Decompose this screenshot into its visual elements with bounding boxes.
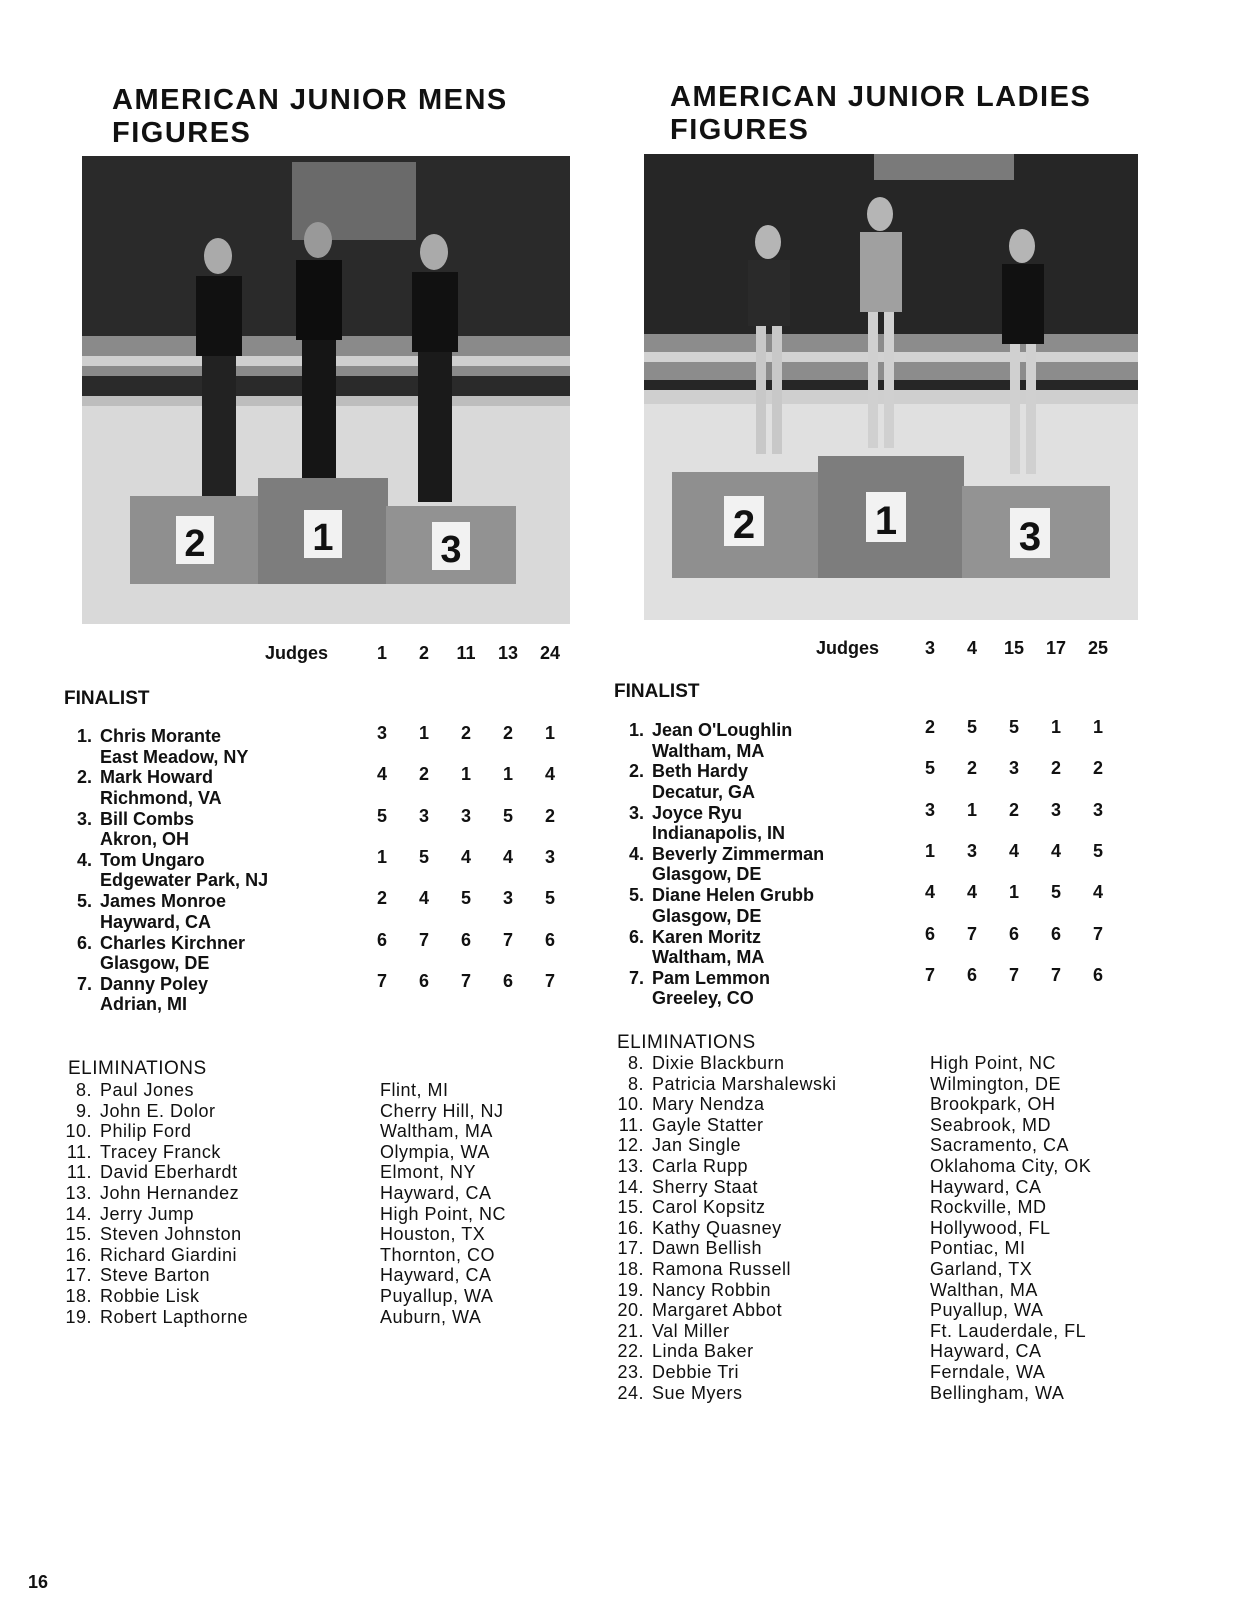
elimination-row (614, 1280, 1154, 1301)
elimination-rank: 17. (65, 1265, 92, 1286)
elimination-location: Bellingham, WA (930, 1382, 1065, 1403)
elimination-row (614, 1259, 1154, 1280)
finalist-score: 4 (460, 846, 471, 867)
finalist-score: 6 (376, 929, 387, 950)
finalist-score: 6 (418, 970, 429, 991)
ladies-title-line1: AMERICAN JUNIOR LADIES (670, 81, 1092, 113)
elimination-rank: 11. (66, 1162, 92, 1183)
finalist-score: 7 (966, 923, 977, 944)
finalist-name: Karen Moritz (652, 926, 762, 947)
finalist-score: 4 (502, 846, 513, 867)
elimination-row (614, 1362, 1154, 1383)
finalist-score: 6 (966, 964, 977, 985)
elimination-row (62, 1101, 602, 1122)
elimination-name: Patricia Marshalewski (652, 1073, 837, 1094)
finalist-score: 4 (1092, 882, 1103, 903)
finalist-location: East Meadow, NY (100, 746, 249, 767)
finalist-score: 6 (460, 929, 471, 950)
finalist-score: 1 (966, 799, 977, 820)
finalist-rank: 2. (76, 767, 92, 788)
elimination-location: Rockville, MD (930, 1197, 1047, 1218)
ladies-placard-2: 2 (732, 503, 756, 547)
finalist-score: 6 (1050, 923, 1061, 944)
finalist-location: Glasgow, DE (652, 864, 762, 885)
elimination-row (614, 1341, 1154, 1362)
finalist-score: 5 (544, 888, 555, 909)
finalist-score: 2 (418, 764, 429, 785)
elimination-name: Robert Lapthorne (100, 1306, 249, 1327)
elimination-name: Sherry Staat (652, 1176, 759, 1197)
finalist-score: 6 (1092, 964, 1103, 985)
elimination-rank: 13. (65, 1183, 92, 1203)
finalist-rank: 1. (76, 726, 92, 746)
elimination-name: Philip Ford (100, 1121, 192, 1142)
elimination-name: Carla Rupp (652, 1156, 749, 1176)
finalist-score: 7 (502, 929, 513, 950)
elimination-name: Margaret Abbot (652, 1300, 783, 1321)
finalist-score: 5 (376, 805, 387, 826)
finalist-score: 4 (966, 882, 977, 903)
elimination-row (62, 1080, 602, 1101)
elimination-rank: 22. (617, 1341, 644, 1362)
finalist-score: 3 (966, 840, 977, 861)
elimination-rank: 8. (627, 1053, 644, 1073)
elimination-row (614, 1238, 1154, 1259)
ladies-judge-number: 25 (1087, 638, 1109, 658)
mens-placard-3: 3 (440, 529, 462, 571)
elimination-location: Puyallup, WA (930, 1300, 1044, 1321)
ladies-judge-number: 17 (1045, 638, 1067, 658)
finalist-score: 5 (924, 758, 935, 779)
finalist-score: 7 (1008, 964, 1019, 985)
finalist-row (62, 723, 602, 767)
mens-placard-1: 1 (312, 517, 334, 559)
finalist-rank: 1. (628, 720, 644, 740)
elimination-row (614, 1135, 1154, 1156)
elimination-row (62, 1245, 602, 1266)
elimination-row (62, 1142, 602, 1163)
finalist-score: 1 (502, 764, 513, 785)
elimination-name: Nancy Robbin (652, 1279, 772, 1300)
ladies-finalist-heading: FINALIST (614, 681, 700, 702)
finalist-location: Hayward, CA (100, 911, 212, 932)
elimination-rank: 8. (627, 1073, 644, 1094)
finalist-score: 2 (1092, 758, 1103, 779)
elimination-rank: 8. (75, 1080, 92, 1100)
elimination-name: Paul Jones (100, 1080, 195, 1100)
finalist-score: 7 (544, 970, 555, 991)
ladies-placard-3: 3 (1018, 515, 1042, 559)
finalist-name: Pam Lemmon (652, 967, 771, 988)
elimination-name: Richard Giardini (100, 1244, 238, 1265)
finalist-row (614, 758, 1154, 802)
ladies-eliminations-heading: ELIMINATIONS (617, 1032, 756, 1053)
elimination-rank: 23. (617, 1362, 644, 1382)
elimination-row (62, 1162, 602, 1183)
finalist-score: 1 (376, 846, 387, 867)
finalist-location: Adrian, MI (100, 994, 188, 1015)
elimination-location: Brookpark, OH (930, 1094, 1056, 1115)
elimination-location: Seabrook, MD (930, 1114, 1052, 1135)
finalist-location: Richmond, VA (100, 787, 222, 808)
finalist-score: 3 (460, 805, 471, 826)
elimination-name: Carol Kopsitz (652, 1197, 766, 1218)
finalist-location: Waltham, MA (652, 740, 765, 761)
elimination-rank: 11. (66, 1141, 92, 1162)
elimination-rank: 24. (617, 1382, 644, 1403)
elimination-name: Linda Baker (652, 1341, 754, 1362)
elimination-rank: 17. (617, 1238, 644, 1259)
elimination-name: Jerry Jump (100, 1203, 195, 1224)
finalist-name: Bill Combs (100, 808, 195, 829)
mens-judge-number: 2 (418, 643, 429, 663)
finalist-name: Mark Howard (100, 767, 214, 788)
finalist-score: 7 (376, 970, 387, 991)
finalist-row (62, 805, 602, 850)
mens-eliminations-heading: ELIMINATIONS (68, 1058, 207, 1079)
mens-title (112, 84, 582, 150)
finalist-score: 2 (544, 805, 555, 826)
elimination-name: Steve Barton (100, 1265, 211, 1286)
finalist-score: 1 (1092, 717, 1103, 737)
finalist-score: 7 (924, 964, 935, 985)
finalist-score: 1 (460, 764, 471, 785)
finalist-location: Indianapolis, IN (652, 823, 786, 844)
elimination-rank: 14. (65, 1203, 92, 1224)
elimination-rank: 16. (65, 1244, 92, 1265)
finalist-score: 5 (460, 888, 471, 909)
ladies-title-line2: FIGURES (670, 114, 810, 146)
elimination-name: Val Miller (652, 1320, 730, 1341)
finalist-name: Beverly Zimmerman (652, 843, 825, 864)
finalist-row (62, 888, 602, 932)
finalist-score: 5 (1008, 717, 1019, 737)
elimination-location: Ferndale, WA (930, 1362, 1046, 1382)
finalist-score: 6 (544, 929, 555, 950)
elimination-name: David Eberhardt (100, 1162, 238, 1183)
elimination-name: Sue Myers (652, 1382, 743, 1403)
finalist-row (614, 923, 1154, 968)
ladies-judge-number: 3 (924, 638, 935, 658)
elimination-rank: 10. (65, 1121, 92, 1142)
finalist-name: Beth Hardy (652, 761, 749, 782)
elimination-location: Thornton, CO (380, 1244, 496, 1265)
finalist-score: 3 (1008, 758, 1019, 779)
elimination-location: Hollywood, FL (930, 1217, 1051, 1238)
elimination-location: Auburn, WA (380, 1306, 482, 1327)
elimination-row (614, 1383, 1154, 1404)
finalist-score: 1 (924, 840, 935, 861)
elimination-name: John Hernandez (100, 1183, 240, 1203)
elimination-rank: 19. (65, 1306, 92, 1327)
finalist-score: 1 (544, 723, 555, 743)
finalist-rank: 6. (76, 932, 92, 953)
elimination-name: Dixie Blackburn (652, 1053, 785, 1073)
finalist-row (614, 840, 1154, 885)
finalist-location: Akron, OH (100, 829, 190, 850)
finalist-location: Edgewater Park, NJ (100, 870, 269, 891)
elimination-location: Hayward, CA (930, 1176, 1042, 1197)
finalist-score: 5 (418, 846, 429, 867)
finalist-name: Diane Helen Grubb (652, 885, 815, 906)
elimination-row (62, 1307, 602, 1328)
elimination-rank: 19. (617, 1279, 644, 1300)
mens-judge-number: 13 (497, 643, 519, 663)
finalist-rank: 4. (76, 849, 92, 870)
elimination-name: Mary Nendza (652, 1094, 765, 1115)
elimination-row (62, 1183, 602, 1204)
elimination-rank: 18. (65, 1286, 92, 1306)
finalist-score: 1 (1050, 717, 1061, 737)
finalist-score: 6 (924, 923, 935, 944)
mens-judge-number: 1 (376, 643, 387, 663)
finalist-location: Decatur, GA (652, 781, 756, 802)
ladies-placard-1: 1 (874, 499, 898, 543)
finalist-location: Glasgow, DE (652, 905, 762, 926)
finalist-name: Charles Kirchner (100, 932, 246, 953)
mens-judge-number: 11 (456, 643, 476, 663)
finalist-rank: 5. (76, 891, 92, 912)
elimination-name: Tracey Franck (100, 1141, 221, 1162)
elimination-row (62, 1121, 602, 1142)
finalist-score: 3 (924, 799, 935, 820)
elimination-row (614, 1177, 1154, 1198)
elimination-name: John E. Dolor (100, 1100, 216, 1121)
elimination-rank: 13. (617, 1156, 644, 1176)
finalist-score: 5 (1050, 882, 1061, 903)
finalist-score: 1 (1008, 882, 1019, 903)
mens-title-line1: AMERICAN JUNIOR MENS (112, 84, 508, 116)
elimination-location: Oklahoma City, OK (930, 1156, 1092, 1176)
elimination-row (614, 1074, 1154, 1095)
elimination-row (614, 1321, 1154, 1342)
elimination-location: Flint, MI (380, 1080, 449, 1100)
finalist-score: 5 (1092, 840, 1103, 861)
ladies-title (670, 81, 1170, 147)
finalist-score: 2 (924, 717, 935, 737)
elimination-location: Hayward, CA (380, 1265, 492, 1286)
elimination-location: High Point, NC (380, 1203, 507, 1224)
elimination-location: Olympia, WA (380, 1141, 490, 1162)
finalist-row (614, 882, 1154, 926)
elimination-location: Houston, TX (380, 1224, 486, 1245)
finalist-rank: 2. (628, 761, 644, 782)
finalist-rank: 7. (628, 967, 644, 988)
finalist-name: Joyce Ryu (652, 802, 743, 823)
mens-title-line2: FIGURES (112, 117, 252, 149)
finalist-score: 6 (1008, 923, 1019, 944)
elimination-rank: 14. (617, 1176, 644, 1197)
finalist-score: 7 (418, 929, 429, 950)
elimination-name: Robbie Lisk (100, 1286, 200, 1306)
finalist-score: 3 (1050, 799, 1061, 820)
finalist-score: 5 (502, 805, 513, 826)
finalist-rank: 3. (628, 802, 644, 823)
elimination-location: High Point, NC (930, 1053, 1057, 1073)
elimination-location: Cherry Hill, NJ (380, 1100, 504, 1121)
finalist-row (614, 799, 1154, 844)
finalist-score: 4 (1050, 840, 1061, 861)
elimination-location: Ft. Lauderdale, FL (930, 1320, 1087, 1341)
ladies-judge-number: 4 (966, 638, 977, 658)
finalist-score: 3 (418, 805, 429, 826)
ladies-judges-row (614, 638, 1174, 662)
mens-judges-label: Judges (265, 643, 329, 663)
elimination-name: Jan Single (652, 1135, 742, 1156)
finalist-name: Danny Poley (100, 973, 209, 994)
elimination-rank: 12. (617, 1135, 644, 1156)
elimination-row (62, 1224, 602, 1245)
finalist-score: 4 (376, 764, 387, 785)
elimination-location: Walthan, MA (930, 1279, 1038, 1300)
elimination-rank: 11. (618, 1114, 644, 1135)
finalist-score: 2 (966, 758, 977, 779)
mens-judges-row (62, 643, 582, 667)
finalist-score: 4 (418, 888, 429, 909)
mens-podium-photo (82, 156, 570, 624)
elimination-name: Steven Johnston (100, 1224, 242, 1245)
finalist-score: 7 (1092, 923, 1103, 944)
elimination-row (614, 1156, 1154, 1177)
finalist-score: 2 (460, 723, 471, 743)
finalist-score: 3 (502, 888, 513, 909)
finalist-name: Jean O'Loughlin (652, 720, 793, 740)
elimination-rank: 15. (65, 1224, 92, 1245)
elimination-rank: 20. (617, 1300, 644, 1321)
elimination-row (614, 1218, 1154, 1239)
elimination-name: Debbie Tri (652, 1362, 740, 1382)
elimination-name: Ramona Russell (652, 1259, 792, 1279)
elimination-rank: 15. (617, 1197, 644, 1218)
ladies-judges-label: Judges (816, 638, 880, 658)
finalist-score: 7 (1050, 964, 1061, 985)
elimination-row (614, 1300, 1154, 1321)
finalist-score: 3 (1092, 799, 1103, 820)
finalist-score: 4 (924, 882, 935, 903)
elimination-location: Elmont, NY (380, 1162, 477, 1183)
finalist-score: 7 (460, 970, 471, 991)
elimination-location: Waltham, MA (380, 1121, 493, 1142)
finalist-row (62, 970, 602, 1015)
finalist-score: 5 (966, 717, 977, 737)
elimination-rank: 16. (617, 1217, 644, 1238)
mens-judge-number: 24 (539, 643, 561, 663)
finalist-rank: 3. (76, 808, 92, 829)
finalist-location: Greeley, CO (652, 988, 754, 1009)
elimination-row (614, 1094, 1154, 1115)
elimination-location: Wilmington, DE (930, 1073, 1062, 1094)
finalist-row (62, 846, 602, 891)
mens-placard-2: 2 (184, 523, 206, 565)
finalist-score: 2 (502, 723, 513, 743)
elimination-row (614, 1197, 1154, 1218)
finalist-row (62, 764, 602, 808)
finalist-row (62, 929, 602, 974)
elimination-row (62, 1265, 602, 1286)
finalist-score: 2 (376, 888, 387, 909)
finalist-score: 4 (1008, 840, 1019, 861)
elimination-name: Kathy Quasney (652, 1217, 782, 1238)
elimination-name: Gayle Statter (652, 1114, 764, 1135)
finalist-location: Glasgow, DE (100, 953, 210, 973)
finalist-score: 1 (418, 723, 429, 743)
finalist-score: 4 (544, 764, 555, 785)
finalist-rank: 7. (76, 973, 92, 994)
finalist-row (614, 964, 1154, 1009)
ladies-judge-number: 15 (1003, 638, 1025, 658)
finalist-row (614, 717, 1154, 761)
finalist-rank: 5. (628, 885, 644, 906)
elimination-location: Hayward, CA (380, 1183, 492, 1203)
finalist-location: Waltham, MA (652, 947, 765, 967)
elimination-row (614, 1053, 1154, 1074)
elimination-rank: 9. (75, 1100, 92, 1121)
page-number: 16 (28, 1572, 49, 1592)
finalist-score: 3 (376, 723, 387, 743)
finalist-score: 3 (544, 846, 555, 867)
elimination-rank: 10. (617, 1094, 644, 1115)
elimination-location: Sacramento, CA (930, 1135, 1070, 1156)
elimination-row (62, 1286, 602, 1307)
finalist-rank: 6. (628, 926, 644, 947)
elimination-location: Pontiac, MI (930, 1238, 1026, 1259)
elimination-location: Hayward, CA (930, 1341, 1042, 1362)
finalist-score: 2 (1008, 799, 1019, 820)
finalist-name: Chris Morante (100, 726, 222, 746)
finalist-score: 2 (1050, 758, 1061, 779)
finalist-rank: 4. (628, 843, 644, 864)
elimination-location: Garland, TX (930, 1259, 1033, 1279)
finalist-name: Tom Ungaro (100, 849, 205, 870)
elimination-row (614, 1115, 1154, 1136)
elimination-rank: 21. (617, 1320, 644, 1341)
elimination-rank: 18. (617, 1259, 644, 1279)
finalist-name: James Monroe (100, 891, 227, 912)
elimination-row (62, 1204, 602, 1225)
mens-finalist-heading: FINALIST (64, 688, 150, 709)
ladies-podium-photo (644, 154, 1138, 620)
elimination-name: Dawn Bellish (652, 1238, 763, 1259)
finalist-score: 6 (502, 970, 513, 991)
elimination-location: Puyallup, WA (380, 1286, 494, 1306)
